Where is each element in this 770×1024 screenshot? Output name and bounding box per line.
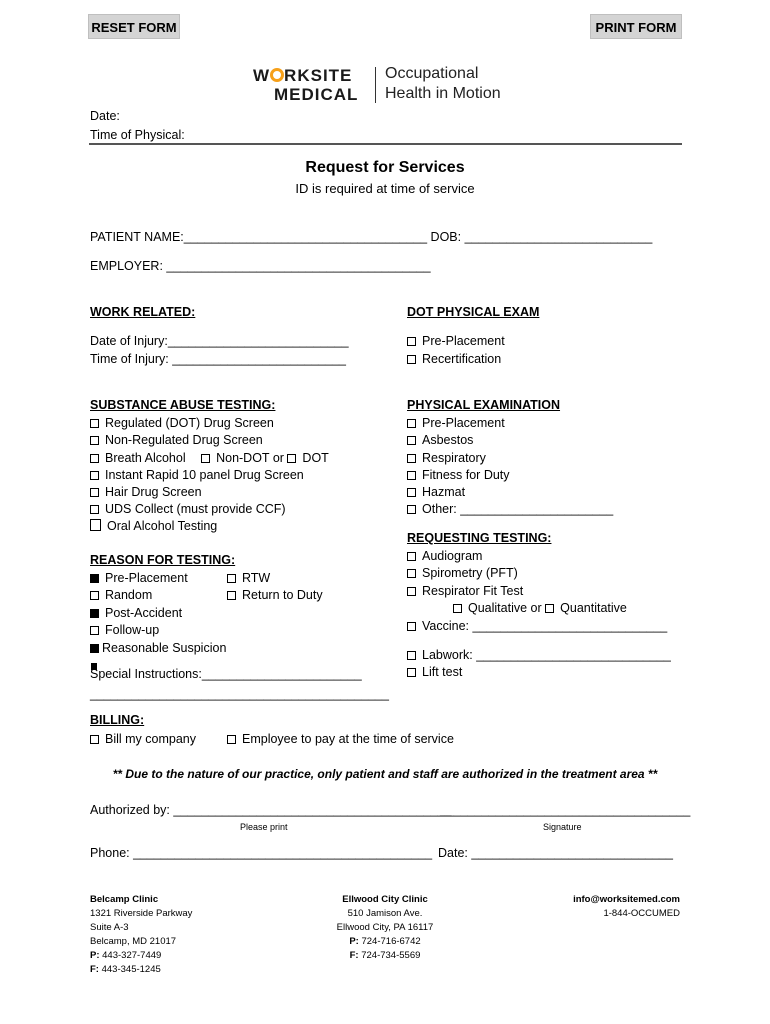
- req-option-lift-test[interactable]: Lift test: [407, 665, 462, 679]
- pe-option-other[interactable]: Other: ______________________: [407, 502, 613, 516]
- reason-option-follow-up[interactable]: Follow-up: [90, 623, 159, 637]
- footer-ellwood: Ellwood City Clinic 510 Jamison Ave. Ellwood City, PA 16117 P: 724-716-6742 F: 724-734-5569: [336, 894, 434, 961]
- checkbox[interactable]: [407, 454, 416, 463]
- date-of-injury-field[interactable]: Date of Injury:__________________________: [90, 334, 349, 348]
- checkbox[interactable]: [90, 735, 99, 744]
- checkbox[interactable]: [90, 471, 99, 480]
- pe-option-fitness[interactable]: Fitness for Duty: [407, 468, 510, 482]
- treatment-area-notice: ** Due to the nature of our practice, only patient and staff are authorized in the treatment area **: [112, 767, 658, 781]
- print-form-button[interactable]: PRINT FORM: [590, 14, 682, 39]
- pe-option-hazmat[interactable]: Hazmat: [407, 485, 465, 499]
- checkbox[interactable]: [407, 569, 416, 578]
- signature-caption: Signature: [543, 822, 582, 832]
- checkbox-checked[interactable]: [90, 644, 99, 653]
- time-of-injury-field[interactable]: Time of Injury: _________________________: [90, 352, 346, 366]
- checkbox[interactable]: [407, 622, 416, 631]
- checkbox[interactable]: [407, 436, 416, 445]
- page-subtitle: ID is required at time of service: [295, 181, 475, 196]
- dot-preplacement-option[interactable]: Pre-Placement: [407, 334, 505, 348]
- billing-heading: BILLING:: [90, 713, 145, 727]
- substance-heading: SUBSTANCE ABUSE TESTING:: [90, 398, 276, 412]
- logo-medical: MEDICAL: [274, 85, 359, 104]
- special-instructions-field[interactable]: Special Instructions:_______________________: [90, 667, 362, 681]
- please-print-caption: Please print: [240, 822, 288, 832]
- substance-option-hair[interactable]: Hair Drug Screen: [90, 485, 202, 499]
- logo-tagline-1: Occupational: [385, 65, 479, 82]
- checkbox[interactable]: [90, 591, 99, 600]
- checkbox[interactable]: [287, 454, 296, 463]
- footer-belcamp: Belcamp Clinic 1321 Riverside Parkway Suite A-3 Belcamp, MD 21017 P: 443-327-7449 F: 443-345-1245: [90, 894, 193, 975]
- footer-contact: info@worksitemed.com 1-844-OCCUMED: [573, 894, 680, 919]
- checkbox[interactable]: [407, 668, 416, 677]
- substance-option-non-regulated[interactable]: Non-Regulated Drug Screen: [90, 433, 263, 447]
- reason-option-return-to-duty[interactable]: Return to Duty: [227, 588, 323, 602]
- page-title: Request for Services: [305, 159, 465, 176]
- checkbox[interactable]: [227, 574, 236, 583]
- checkbox[interactable]: [407, 471, 416, 480]
- checkbox[interactable]: [90, 454, 99, 463]
- checkbox[interactable]: [407, 337, 416, 346]
- logo: W RKSITE MEDICAL Occupational Health in Motion: [253, 65, 501, 104]
- checkbox[interactable]: [90, 519, 101, 531]
- physical-exam-heading: PHYSICAL EXAMINATION: [407, 398, 561, 412]
- checkbox[interactable]: [453, 604, 462, 613]
- patient-name-field[interactable]: PATIENT NAME:___________________________________ DOB: ___________________________: [90, 230, 653, 244]
- reason-option-rtw[interactable]: RTW: [227, 571, 270, 585]
- req-option-audiogram[interactable]: Audiogram: [407, 549, 482, 563]
- pe-option-respiratory[interactable]: Respiratory: [407, 451, 486, 465]
- checkbox[interactable]: [90, 436, 99, 445]
- checkbox[interactable]: [407, 419, 416, 428]
- requesting-heading: REQUESTING TESTING:: [407, 531, 552, 545]
- checkbox[interactable]: [545, 604, 554, 613]
- dot-physical-heading: DOT PHYSICAL EXAM: [407, 305, 540, 319]
- substance-option-uds[interactable]: UDS Collect (must provide CCF): [90, 502, 286, 516]
- checkbox[interactable]: [201, 454, 210, 463]
- req-option-labwork[interactable]: Labwork: ____________________________: [407, 648, 671, 662]
- req-fit-test-type[interactable]: Qualitative or Quantitative: [453, 601, 627, 615]
- authorized-by-field[interactable]: Authorized by: ________________________________________: [90, 803, 452, 817]
- checkbox[interactable]: [407, 587, 416, 596]
- reset-form-button[interactable]: RESET FORM: [88, 14, 180, 39]
- checkbox[interactable]: [227, 735, 236, 744]
- checkbox[interactable]: [407, 505, 416, 514]
- checkbox[interactable]: [407, 651, 416, 660]
- reason-option-preplacement[interactable]: Pre-Placement: [90, 571, 188, 585]
- checkbox[interactable]: [407, 488, 416, 497]
- employer-field[interactable]: EMPLOYER: ______________________________________: [90, 259, 431, 273]
- checkbox[interactable]: [90, 488, 99, 497]
- checkbox-checked[interactable]: [90, 609, 99, 618]
- reason-heading: REASON FOR TESTING:: [90, 553, 236, 567]
- checkbox[interactable]: [407, 552, 416, 561]
- billing-option-company[interactable]: Bill my company: [90, 732, 196, 746]
- special-instructions-line[interactable]: ___________________________________________: [90, 687, 389, 701]
- time-of-physical-label: Time of Physical:: [90, 128, 185, 142]
- pe-option-preplacement[interactable]: Pre-Placement: [407, 416, 505, 430]
- checkbox-checked[interactable]: [90, 574, 99, 583]
- checkbox[interactable]: [90, 505, 99, 514]
- substance-option-breath-alcohol[interactable]: Breath Alcohol Non-DOT or DOT: [90, 451, 329, 465]
- signature-field[interactable]: ____________________________________: [440, 803, 691, 817]
- substance-option-oral-alcohol[interactable]: Oral Alcohol Testing: [90, 519, 217, 533]
- checkbox[interactable]: [90, 419, 99, 428]
- dot-recertification-option[interactable]: Recertification: [407, 352, 501, 366]
- pe-option-asbestos[interactable]: Asbestos: [407, 433, 473, 447]
- logo-tagline-2: Health in Motion: [385, 85, 501, 102]
- date-field[interactable]: Date: _____________________________: [438, 846, 673, 860]
- checkbox[interactable]: [227, 591, 236, 600]
- header-divider: [89, 143, 682, 145]
- checkbox[interactable]: [407, 355, 416, 364]
- reason-option-random[interactable]: Random: [90, 588, 152, 602]
- substance-option-instant-rapid[interactable]: Instant Rapid 10 panel Drug Screen: [90, 468, 304, 482]
- req-option-spirometry[interactable]: Spirometry (PFT): [407, 566, 518, 580]
- date-label: Date:: [90, 109, 120, 123]
- checkbox[interactable]: [90, 626, 99, 635]
- gear-logo-icon: [270, 68, 284, 82]
- req-option-respirator[interactable]: Respirator Fit Test: [407, 584, 523, 598]
- req-option-vaccine[interactable]: Vaccine: ____________________________: [407, 619, 667, 633]
- billing-option-employee[interactable]: Employee to pay at the time of service: [227, 732, 454, 746]
- reason-option-post-accident[interactable]: Post-Accident: [90, 606, 182, 620]
- reason-option-reasonable-suspicion[interactable]: Reasonable Suspicion: [90, 641, 226, 655]
- phone-field[interactable]: Phone: ___________________________________________: [90, 846, 433, 860]
- substance-option-regulated[interactable]: Regulated (DOT) Drug Screen: [90, 416, 274, 430]
- work-related-heading: WORK RELATED:: [90, 305, 196, 319]
